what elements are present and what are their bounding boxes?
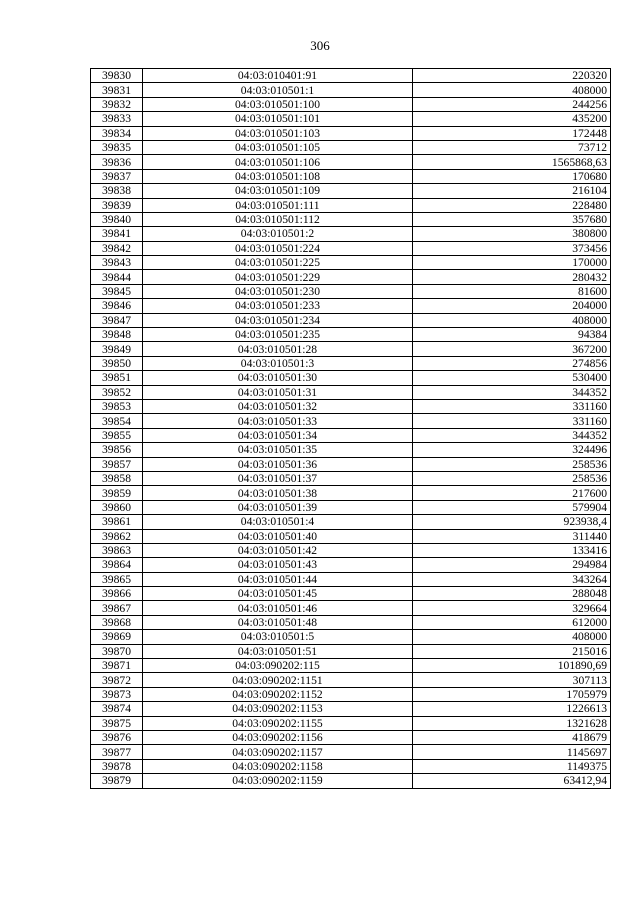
cadastral-number-cell: 04:03:010501:225 bbox=[143, 256, 413, 270]
table-row bbox=[91, 774, 611, 788]
cadastral-number-cell: 04:03:010501:230 bbox=[143, 284, 413, 298]
cadastral-number-cell: 04:03:090202:1159 bbox=[143, 774, 413, 788]
value-cell: 380800 bbox=[413, 227, 611, 241]
value-cell: 280432 bbox=[413, 270, 611, 284]
row-number-cell: 39860 bbox=[91, 500, 143, 514]
row-number-cell: 39835 bbox=[91, 140, 143, 154]
cadastral-number-cell: 04:03:010501:34 bbox=[143, 428, 413, 442]
row-number-cell: 39868 bbox=[91, 615, 143, 629]
cadastral-number-cell: 04:03:010501:233 bbox=[143, 299, 413, 313]
table-row bbox=[91, 759, 611, 773]
cadastral-number-cell: 04:03:010501:46 bbox=[143, 601, 413, 615]
row-number-cell: 39840 bbox=[91, 212, 143, 226]
row-number-cell: 39855 bbox=[91, 428, 143, 442]
table-row bbox=[91, 140, 611, 154]
cadastral-value-table bbox=[90, 68, 611, 789]
row-number-cell: 39861 bbox=[91, 515, 143, 529]
value-cell: 101890,69 bbox=[413, 659, 611, 673]
row-number-cell: 39851 bbox=[91, 371, 143, 385]
row-number-cell: 39864 bbox=[91, 558, 143, 572]
table-row bbox=[91, 371, 611, 385]
cadastral-number-cell: 04:03:010501:4 bbox=[143, 515, 413, 529]
table-row bbox=[91, 284, 611, 298]
value-cell: 418679 bbox=[413, 730, 611, 744]
row-number-cell: 39858 bbox=[91, 471, 143, 485]
cadastral-number-cell: 04:03:090202:1153 bbox=[143, 702, 413, 716]
cadastral-number-cell: 04:03:010501:40 bbox=[143, 529, 413, 543]
value-cell: 1321628 bbox=[413, 716, 611, 730]
cadastral-number-cell: 04:03:090202:1151 bbox=[143, 673, 413, 687]
row-number-cell: 39846 bbox=[91, 299, 143, 313]
table-row bbox=[91, 486, 611, 500]
value-cell: 172448 bbox=[413, 126, 611, 140]
cadastral-number-cell: 04:03:010501:103 bbox=[143, 126, 413, 140]
cadastral-number-cell: 04:03:010501:37 bbox=[143, 471, 413, 485]
row-number-cell: 39865 bbox=[91, 572, 143, 586]
value-cell: 258536 bbox=[413, 457, 611, 471]
row-number-cell: 39873 bbox=[91, 687, 143, 701]
value-cell: 1565868,63 bbox=[413, 155, 611, 169]
value-cell: 331160 bbox=[413, 414, 611, 428]
row-number-cell: 39862 bbox=[91, 529, 143, 543]
table-row bbox=[91, 716, 611, 730]
value-cell: 343264 bbox=[413, 572, 611, 586]
table-row bbox=[91, 745, 611, 759]
table-row bbox=[91, 644, 611, 658]
table-row bbox=[91, 69, 611, 83]
row-number-cell: 39863 bbox=[91, 543, 143, 557]
cadastral-number-cell: 04:03:010501:111 bbox=[143, 198, 413, 212]
value-cell: 408000 bbox=[413, 83, 611, 97]
row-number-cell: 39842 bbox=[91, 241, 143, 255]
cadastral-number-cell: 04:03:010501:5 bbox=[143, 630, 413, 644]
cadastral-number-cell: 04:03:010501:101 bbox=[143, 112, 413, 126]
cadastral-number-cell: 04:03:010501:109 bbox=[143, 184, 413, 198]
value-cell: 170680 bbox=[413, 169, 611, 183]
table-row bbox=[91, 270, 611, 284]
table-row bbox=[91, 97, 611, 111]
table-row bbox=[91, 299, 611, 313]
value-cell: 274856 bbox=[413, 356, 611, 370]
value-cell: 1226613 bbox=[413, 702, 611, 716]
value-cell: 923938,4 bbox=[413, 515, 611, 529]
cadastral-number-cell: 04:03:010501:31 bbox=[143, 385, 413, 399]
cadastral-number-cell: 04:03:010501:36 bbox=[143, 457, 413, 471]
value-cell: 244256 bbox=[413, 97, 611, 111]
cadastral-number-cell: 04:03:010501:106 bbox=[143, 155, 413, 169]
table-row bbox=[91, 184, 611, 198]
table-row bbox=[91, 659, 611, 673]
value-cell: 204000 bbox=[413, 299, 611, 313]
row-number-cell: 39852 bbox=[91, 385, 143, 399]
value-cell: 1145697 bbox=[413, 745, 611, 759]
row-number-cell: 39830 bbox=[91, 69, 143, 83]
table-row bbox=[91, 730, 611, 744]
value-cell: 1705979 bbox=[413, 687, 611, 701]
cadastral-number-cell: 04:03:010501:2 bbox=[143, 227, 413, 241]
table-row bbox=[91, 342, 611, 356]
row-number-cell: 39854 bbox=[91, 414, 143, 428]
row-number-cell: 39871 bbox=[91, 659, 143, 673]
row-number-cell: 39875 bbox=[91, 716, 143, 730]
value-cell: 288048 bbox=[413, 587, 611, 601]
row-number-cell: 39870 bbox=[91, 644, 143, 658]
value-cell: 367200 bbox=[413, 342, 611, 356]
row-number-cell: 39843 bbox=[91, 256, 143, 270]
table-row bbox=[91, 256, 611, 270]
cadastral-number-cell: 04:03:010501:1 bbox=[143, 83, 413, 97]
cadastral-number-cell: 04:03:010501:224 bbox=[143, 241, 413, 255]
value-cell: 73712 bbox=[413, 140, 611, 154]
row-number-cell: 39849 bbox=[91, 342, 143, 356]
cadastral-number-cell: 04:03:010501:32 bbox=[143, 399, 413, 413]
table-row bbox=[91, 169, 611, 183]
table-row bbox=[91, 702, 611, 716]
table-row bbox=[91, 83, 611, 97]
row-number-cell: 39857 bbox=[91, 457, 143, 471]
table-row bbox=[91, 428, 611, 442]
cadastral-number-cell: 04:03:090202:1152 bbox=[143, 687, 413, 701]
cadastral-number-cell: 04:03:010501:3 bbox=[143, 356, 413, 370]
table-row bbox=[91, 313, 611, 327]
cadastral-number-cell: 04:03:090202:1155 bbox=[143, 716, 413, 730]
value-cell: 294984 bbox=[413, 558, 611, 572]
cadastral-number-cell: 04:03:010501:108 bbox=[143, 169, 413, 183]
value-cell: 357680 bbox=[413, 212, 611, 226]
row-number-cell: 39847 bbox=[91, 313, 143, 327]
value-cell: 408000 bbox=[413, 630, 611, 644]
row-number-cell: 39834 bbox=[91, 126, 143, 140]
table-row bbox=[91, 543, 611, 557]
table-row bbox=[91, 155, 611, 169]
table-row bbox=[91, 399, 611, 413]
value-cell: 220320 bbox=[413, 69, 611, 83]
row-number-cell: 39867 bbox=[91, 601, 143, 615]
cadastral-number-cell: 04:03:010501:105 bbox=[143, 140, 413, 154]
value-cell: 217600 bbox=[413, 486, 611, 500]
table-row bbox=[91, 241, 611, 255]
table-row bbox=[91, 112, 611, 126]
row-number-cell: 39841 bbox=[91, 227, 143, 241]
cadastral-number-cell: 04:03:010501:51 bbox=[143, 644, 413, 658]
value-cell: 258536 bbox=[413, 471, 611, 485]
row-number-cell: 39866 bbox=[91, 587, 143, 601]
row-number-cell: 39879 bbox=[91, 774, 143, 788]
table-row bbox=[91, 630, 611, 644]
table-row bbox=[91, 673, 611, 687]
table-row bbox=[91, 385, 611, 399]
table-body bbox=[91, 69, 611, 789]
table-row bbox=[91, 212, 611, 226]
table-row bbox=[91, 471, 611, 485]
cadastral-number-cell: 04:03:010501:33 bbox=[143, 414, 413, 428]
value-cell: 612000 bbox=[413, 615, 611, 629]
table-row bbox=[91, 572, 611, 586]
value-cell: 435200 bbox=[413, 112, 611, 126]
table-row bbox=[91, 443, 611, 457]
cadastral-number-cell: 04:03:090202:1156 bbox=[143, 730, 413, 744]
row-number-cell: 39845 bbox=[91, 284, 143, 298]
cadastral-number-cell: 04:03:010501:100 bbox=[143, 97, 413, 111]
cadastral-number-cell: 04:03:090202:115 bbox=[143, 659, 413, 673]
table-row bbox=[91, 601, 611, 615]
value-cell: 133416 bbox=[413, 543, 611, 557]
cadastral-number-cell: 04:03:090202:1157 bbox=[143, 745, 413, 759]
table-row bbox=[91, 457, 611, 471]
row-number-cell: 39853 bbox=[91, 399, 143, 413]
value-cell: 1149375 bbox=[413, 759, 611, 773]
cadastral-number-cell: 04:03:010501:48 bbox=[143, 615, 413, 629]
table-row bbox=[91, 227, 611, 241]
cadastral-number-cell: 04:03:010501:234 bbox=[143, 313, 413, 327]
cadastral-number-cell: 04:03:010501:39 bbox=[143, 500, 413, 514]
cadastral-number-cell: 04:03:010501:35 bbox=[143, 443, 413, 457]
cadastral-number-cell: 04:03:010501:44 bbox=[143, 572, 413, 586]
row-number-cell: 39839 bbox=[91, 198, 143, 212]
table-row bbox=[91, 198, 611, 212]
value-cell: 311440 bbox=[413, 529, 611, 543]
value-cell: 307113 bbox=[413, 673, 611, 687]
cadastral-number-cell: 04:03:010501:30 bbox=[143, 371, 413, 385]
value-cell: 170000 bbox=[413, 256, 611, 270]
cadastral-number-cell: 04:03:010501:112 bbox=[143, 212, 413, 226]
row-number-cell: 39877 bbox=[91, 745, 143, 759]
cadastral-number-cell: 04:03:010501:43 bbox=[143, 558, 413, 572]
value-cell: 344352 bbox=[413, 385, 611, 399]
value-cell: 373456 bbox=[413, 241, 611, 255]
cadastral-number-cell: 04:03:010501:229 bbox=[143, 270, 413, 284]
row-number-cell: 39878 bbox=[91, 759, 143, 773]
value-cell: 324496 bbox=[413, 443, 611, 457]
row-number-cell: 39848 bbox=[91, 328, 143, 342]
cadastral-number-cell: 04:03:010501:38 bbox=[143, 486, 413, 500]
value-cell: 530400 bbox=[413, 371, 611, 385]
row-number-cell: 39838 bbox=[91, 184, 143, 198]
table-row bbox=[91, 126, 611, 140]
row-number-cell: 39859 bbox=[91, 486, 143, 500]
row-number-cell: 39872 bbox=[91, 673, 143, 687]
table-row bbox=[91, 615, 611, 629]
row-number-cell: 39833 bbox=[91, 112, 143, 126]
table-row bbox=[91, 500, 611, 514]
value-cell: 81600 bbox=[413, 284, 611, 298]
row-number-cell: 39837 bbox=[91, 169, 143, 183]
value-cell: 63412,94 bbox=[413, 774, 611, 788]
table-row bbox=[91, 529, 611, 543]
cadastral-number-cell: 04:03:010501:235 bbox=[143, 328, 413, 342]
table-row bbox=[91, 558, 611, 572]
row-number-cell: 39874 bbox=[91, 702, 143, 716]
value-cell: 215016 bbox=[413, 644, 611, 658]
value-cell: 329664 bbox=[413, 601, 611, 615]
table-row bbox=[91, 687, 611, 701]
table-row bbox=[91, 515, 611, 529]
page-number: 306 bbox=[310, 38, 330, 53]
row-number-cell: 39869 bbox=[91, 630, 143, 644]
table-row bbox=[91, 328, 611, 342]
cadastral-number-cell: 04:03:010501:45 bbox=[143, 587, 413, 601]
row-number-cell: 39856 bbox=[91, 443, 143, 457]
row-number-cell: 39831 bbox=[91, 83, 143, 97]
value-cell: 344352 bbox=[413, 428, 611, 442]
row-number-cell: 39844 bbox=[91, 270, 143, 284]
cadastral-number-cell: 04:03:090202:1158 bbox=[143, 759, 413, 773]
value-cell: 216104 bbox=[413, 184, 611, 198]
table-row bbox=[91, 356, 611, 370]
value-cell: 331160 bbox=[413, 399, 611, 413]
row-number-cell: 39832 bbox=[91, 97, 143, 111]
value-cell: 408000 bbox=[413, 313, 611, 327]
row-number-cell: 39850 bbox=[91, 356, 143, 370]
cadastral-number-cell: 04:03:010501:42 bbox=[143, 543, 413, 557]
value-cell: 228480 bbox=[413, 198, 611, 212]
row-number-cell: 39876 bbox=[91, 730, 143, 744]
value-cell: 579904 bbox=[413, 500, 611, 514]
table-row bbox=[91, 587, 611, 601]
cadastral-number-cell: 04:03:010501:28 bbox=[143, 342, 413, 356]
value-cell: 94384 bbox=[413, 328, 611, 342]
table-row bbox=[91, 414, 611, 428]
cadastral-number-cell: 04:03:010401:91 bbox=[143, 69, 413, 83]
row-number-cell: 39836 bbox=[91, 155, 143, 169]
